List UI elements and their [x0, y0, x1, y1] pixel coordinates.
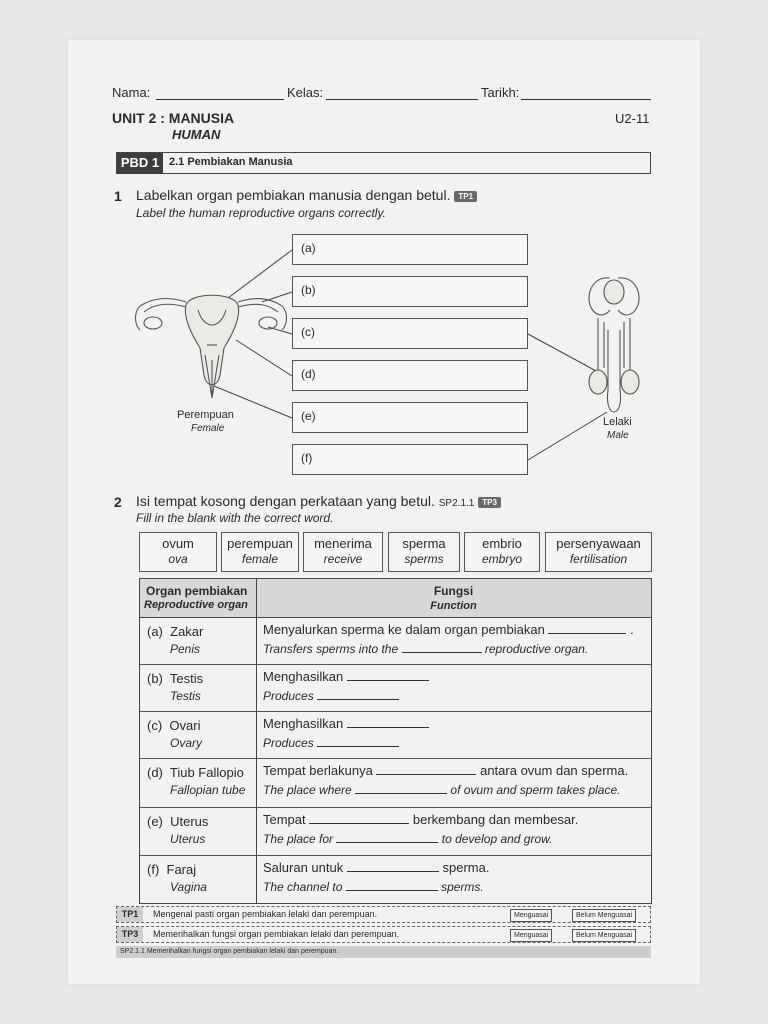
function-text-en: The place where: [263, 783, 352, 797]
q1-text-ms: Labelkan organ pembiakan manusia dengan betul.: [136, 187, 451, 203]
tp1-not-mastered-box[interactable]: Belum Menguasai: [572, 909, 636, 922]
function-text-en: Produces: [263, 736, 314, 750]
tp1-mastered-box[interactable]: Menguasai: [510, 909, 552, 922]
function-text-ms-end: berkembang dan membesar.: [412, 812, 579, 827]
row-letter: (d): [147, 765, 163, 780]
organ-name-en: Fallopian tube: [170, 783, 246, 797]
word-perempuan: [221, 532, 299, 572]
blank-field-en[interactable]: [317, 689, 399, 700]
leader-line-male-f: [528, 412, 607, 460]
table-row: [140, 712, 651, 759]
function-text-en-line: [263, 642, 634, 656]
col1-header: Organ pembiakan: [146, 584, 248, 598]
tp1-badge: TP1: [454, 191, 477, 202]
table-row: [140, 759, 651, 808]
organ-name-en: Uterus: [170, 832, 206, 846]
female-organ-drawing: [136, 295, 287, 398]
word-ovum: [139, 532, 217, 572]
function-cell: [263, 860, 489, 894]
blank-field-en[interactable]: [402, 642, 482, 653]
function-cell: [263, 763, 628, 797]
function-text-ms: Tempat: [263, 812, 306, 827]
female-label-en: Female: [191, 423, 225, 434]
section-title: 2.1 Pembiakan Manusia: [169, 156, 293, 168]
word-ms: menerima: [314, 536, 372, 551]
organ-cell: [147, 624, 203, 656]
table-header-organ: [140, 579, 256, 618]
q1-number: 1: [114, 188, 122, 204]
word-ms: perempuan: [227, 536, 293, 551]
unit-title-en: HUMAN: [172, 127, 221, 142]
organ-name-en: Penis: [170, 642, 201, 656]
function-text-ms: Saluran untuk: [263, 860, 344, 875]
tp1-row: [116, 906, 651, 923]
blank-field[interactable]: [347, 670, 429, 681]
blank-field[interactable]: [548, 623, 626, 634]
row-letter: (c): [147, 718, 163, 733]
q2-text: [136, 493, 501, 509]
function-text-en: Transfers sperms into the: [263, 642, 399, 656]
leader-line-male-c: [528, 334, 598, 372]
organ-cell: [147, 814, 208, 846]
organ-name: Uterus: [170, 814, 209, 829]
function-cell: [263, 669, 429, 703]
tp3-text: Memerihalkan fungsi organ pembiakan lelaki dan perempuan.: [153, 929, 400, 939]
word-persenyawaan: [545, 532, 652, 572]
blank-field-en[interactable]: [317, 736, 399, 747]
blank-field[interactable]: [347, 861, 439, 872]
function-text-en-end: to develop and grow.: [441, 832, 553, 846]
organ-cell: [147, 718, 202, 750]
tp3-not-mastered-box[interactable]: Belum Menguasai: [572, 929, 636, 942]
word-en: embryo: [481, 552, 522, 566]
col1-header-en: Reproductive organ: [144, 599, 248, 611]
table-header-function: [256, 579, 651, 618]
word-en: fertilisation: [569, 552, 628, 566]
organ-name-en: Ovary: [170, 736, 203, 750]
word-sperma: [388, 532, 460, 572]
organ-name-en: Testis: [170, 689, 201, 703]
leader-line-d: [236, 340, 292, 376]
male-label: Lelaki: [603, 416, 632, 428]
organ-name: Zakar: [170, 624, 204, 639]
male-organ-drawing: [589, 278, 639, 412]
table-row: [140, 618, 651, 665]
label-e: (e): [301, 409, 316, 423]
organ-cell: [147, 671, 203, 703]
col2-header: Fungsi: [433, 584, 474, 598]
tp3-tag: TP3: [117, 927, 143, 942]
function-text-en-line: [263, 832, 578, 846]
tp3-mastered-box[interactable]: Menguasai: [510, 929, 552, 942]
word-en: ova: [168, 552, 188, 566]
kelas-label: Kelas:: [287, 85, 324, 100]
function-text-ms-end: .: [630, 622, 634, 637]
q2-text-en: Fill in the blank with the correct word.: [136, 511, 334, 525]
leader-line-b: [262, 292, 292, 302]
function-cell: [263, 716, 429, 750]
label-b: (b): [301, 283, 316, 297]
word-en: female: [241, 552, 279, 566]
organ-cell: [147, 765, 245, 797]
function-text-en: The place for: [263, 832, 334, 846]
female-label: Perempuan: [177, 409, 234, 421]
label-f: (f): [301, 451, 313, 465]
row-letter: (a): [147, 624, 163, 639]
function-text-ms: Tempat berlakunya: [263, 763, 373, 778]
blank-field-en[interactable]: [336, 832, 438, 843]
word-ms: embrio: [482, 536, 522, 551]
function-text-en-end: of ovum and sperm takes place.: [450, 783, 621, 797]
word-ms: sperma: [402, 536, 446, 551]
organ-name: Tiub Fallopio: [169, 765, 244, 780]
table-row: [140, 856, 651, 902]
blank-field[interactable]: [347, 717, 429, 728]
function-text-en-end: reproductive organ.: [484, 642, 589, 656]
tp3-row: [116, 926, 651, 943]
label-c: (c): [301, 325, 315, 339]
blank-field[interactable]: [309, 813, 409, 824]
function-text-en: The channel to: [263, 880, 343, 894]
unit-title: UNIT 2 : MANUSIA: [112, 110, 235, 126]
table-row: [140, 665, 651, 712]
word-ms: persenyawaan: [556, 536, 641, 551]
function-text-en-line: [263, 736, 429, 750]
pbd-tag: PBD 1: [117, 153, 163, 173]
row-letter: (f): [147, 862, 160, 877]
function-cell: [263, 622, 634, 656]
male-label-en: Male: [607, 430, 629, 441]
table-row: [140, 808, 651, 856]
function-text-en-end: sperms.: [441, 880, 484, 894]
function-text-en: Produces: [263, 689, 314, 703]
organ-name: Faraj: [166, 862, 197, 877]
nama-label: Nama:: [112, 85, 151, 100]
sp-standard-bar: SP2.1.1 Memerihalkan fungsi organ pembiakan lelaki dan perempuan.: [116, 946, 651, 958]
word-ms: ovum: [162, 536, 194, 551]
tp1-tag: TP1: [117, 907, 143, 922]
function-cell: [263, 812, 578, 846]
page-code: U2-11: [615, 111, 650, 126]
row-letter: (e): [147, 814, 163, 829]
q2-text-ms: Isi tempat kosong dengan perkataan yang betul.: [136, 493, 435, 509]
word-en: sperms: [404, 552, 444, 566]
word-en: receive: [323, 552, 363, 566]
label-d: (d): [301, 367, 316, 381]
function-text-en-line: [263, 783, 628, 797]
function-text-ms: Menghasilkan: [263, 716, 344, 731]
function-text-ms-end: antara ovum dan sperma.: [480, 763, 629, 778]
function-text-ms: Menghasilkan: [263, 669, 344, 684]
function-text-en-line: [263, 689, 429, 703]
q1-text-en: Label the human reproductive organs correctly.: [136, 206, 386, 220]
function-table: [139, 578, 652, 904]
blank-field-en[interactable]: [355, 783, 447, 794]
organ-cell: [147, 862, 207, 894]
leader-line-a: [228, 250, 292, 298]
word-embrio: [464, 532, 540, 572]
blank-field[interactable]: [376, 764, 476, 775]
col2-header-en: Function: [430, 600, 477, 612]
blank-field-en[interactable]: [346, 880, 438, 891]
tarikh-label: Tarikh:: [481, 85, 520, 100]
row-letter: (b): [147, 671, 163, 686]
function-text-en-line: [263, 880, 489, 894]
word-menerima: [303, 532, 383, 572]
function-text-ms-end: sperma.: [442, 860, 490, 875]
organ-name: Testis: [169, 671, 204, 686]
tp3-badge: TP3: [478, 497, 501, 508]
label-a: (a): [301, 241, 316, 255]
organ-name: Ovari: [169, 718, 201, 733]
q2-sp-code: SP2.1.1: [438, 498, 475, 509]
organ-name-en: Vagina: [170, 880, 207, 894]
function-text-ms: Menyalurkan sperma ke dalam organ pembiakan: [263, 622, 545, 637]
tp1-text: Mengenal pasti organ pembiakan lelaki dan perempuan.: [153, 909, 378, 919]
q2-number: 2: [114, 494, 122, 510]
